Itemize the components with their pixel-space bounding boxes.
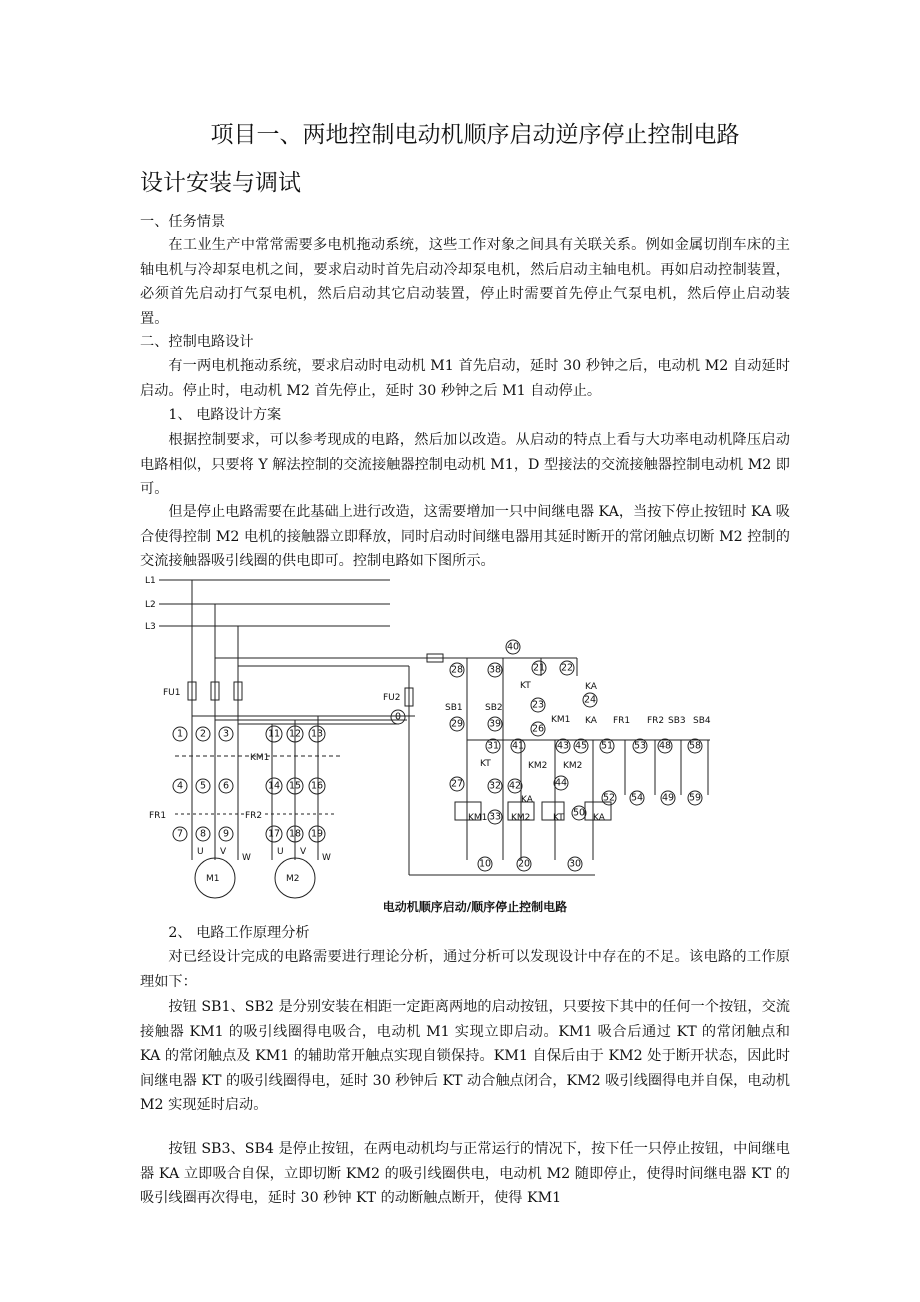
node: 32 <box>488 780 502 792</box>
node: 23 <box>531 699 545 711</box>
node: 24 <box>583 694 597 706</box>
node: 45 <box>574 740 588 752</box>
line-label-l3: L3 <box>145 622 156 632</box>
relay-label-fr2: FR2 <box>245 811 263 821</box>
label-km2: KM2 <box>528 761 548 771</box>
node: 1 <box>176 728 184 740</box>
line-label-l1: L1 <box>145 576 156 586</box>
label-sb4: SB4 <box>693 716 711 726</box>
m1-node-labels <box>173 727 233 841</box>
node: 39 <box>488 718 502 730</box>
control-circuit <box>215 654 710 875</box>
phase-u-m2: U <box>277 847 284 857</box>
node: 19 <box>310 828 324 840</box>
label-sb2: SB2 <box>485 703 503 713</box>
section1-paragraph: 在工业生产中常常需要多电机拖动系统，这些工作对象之间具有关联关系。例如金属切削车床的主轴电机与冷却泵电机之间，要求启动时首先启动冷却泵电机，然后启动主轴电机。再如启动控制装置，必须首先启动打气泵电机，然后启动其它启动装置，停止时需要首先停止气泵电机，然后停止启动装置。 <box>140 237 790 327</box>
node: 18 <box>288 828 302 840</box>
node: 15 <box>288 780 302 792</box>
phase-u-m1: U <box>197 847 204 857</box>
node: 28 <box>450 664 464 676</box>
fuse-label-fu1: FU1 <box>163 688 181 698</box>
label-kt: KT <box>520 681 531 691</box>
section2-paragraph-stop-principle: 按钮 SB3、SB4 是停止按钮，在两电动机均与正常运行的情况下，按下任一只停止按钮，中间继电器 KA 立即吸合自保，立即切断 KM2 的吸引线圈供电，电动机 M2 随即停止，使得时间继电器 KT 的吸引线圈再次得电，延时 30 秒钟 KT 的动断触点断开，使得 KM1 <box>140 1141 790 1207</box>
doc-title-line1: 项目一、两地控制电动机顺序启动逆序停止控制电路 <box>210 122 740 148</box>
node: 43 <box>556 740 570 752</box>
label-kt2: KT <box>480 759 491 769</box>
node: 7 <box>176 828 184 840</box>
coil-label-kt: KT <box>553 813 564 823</box>
section2-paragraph-start-principle: 按钮 SB1、SB2 是分别安装在相距一定距离两地的启动按钮，只要按下其中的任何一个按钮，交流接触器 KM1 的吸引线圈得电吸合，电动机 M1 实现立即启动。KM1 吸合后通过 KT 的常闭触点和 KA 的常闭触点及 KM1 的辅助常开触点实现自锁保持。KM1 自保后由于 KM2 处于断开状态，因此时间继电器 KT 的吸引线圈得电，延时 30 秒钟后 KT 动合触点闭合，KM2 吸引线圈得电并自保，电动机 M2 实现延时启动。 <box>140 999 790 1114</box>
section1-heading: 一、任务情景 <box>140 214 226 230</box>
fuse-label-fu2: FU2 <box>383 693 401 703</box>
coil-label-km1: KM1 <box>468 813 488 823</box>
section2-heading: 二、控制电路设计 <box>140 334 254 350</box>
node: 41 <box>511 740 525 752</box>
subsection-principle: 2、 电路工作原理分析 <box>168 925 310 941</box>
node: 4 <box>176 780 184 792</box>
node: 11 <box>267 728 281 740</box>
motor-label-m1: M1 <box>206 874 220 884</box>
motor-label-m2: M2 <box>286 874 300 884</box>
subsection-design-plan: 1、 电路设计方案 <box>168 407 282 423</box>
section2-paragraph-stop: 但是停止电路需要在此基础上进行改造，这需要增加一只中间继电器 KA，当按下停止按钮时 KA 吸合使得控制 M2 电机的接触器立即释放，同时启动时间继电器用其延时断开的常闭触点切断 M2 控制的交流接触器吸引线圈的供电即可。控制电路如下图所示。 <box>140 504 790 570</box>
node: 51 <box>600 740 614 752</box>
coil-label-ka: KA <box>593 813 605 823</box>
node: 48 <box>658 740 672 752</box>
node: 20 <box>517 858 531 870</box>
label-ka2: KA <box>585 716 597 726</box>
label-fr1: FR1 <box>613 716 631 726</box>
node: 5 <box>199 780 207 792</box>
label-km1: KM1 <box>551 715 571 725</box>
node: 42 <box>508 780 522 792</box>
node: 52 <box>602 792 616 804</box>
node: 44 <box>554 777 568 789</box>
label-ka3: KA <box>521 795 533 805</box>
node: 21 <box>532 662 546 674</box>
power-lines <box>145 576 390 632</box>
figure-caption: 电动机顺序启动/顺序停止控制电路 <box>382 900 568 914</box>
circuit-diagram <box>135 570 735 900</box>
node: 30 <box>568 858 582 870</box>
doc-title-line2: 设计安装与调试 <box>140 170 301 196</box>
phase-v-m1: V <box>220 847 227 857</box>
node: 50 <box>572 807 586 819</box>
label-ka: KA <box>585 682 597 692</box>
node: 17 <box>267 828 281 840</box>
phase-w-m1: W <box>242 853 251 863</box>
node: 13 <box>310 728 324 740</box>
label-fr2: FR2 <box>647 716 665 726</box>
node: 54 <box>630 792 644 804</box>
node: 49 <box>661 792 675 804</box>
phase-w-m2: W <box>322 853 331 863</box>
section2-paragraph-analysis: 对已经设计完成的电路需要进行理论分析，通过分析可以发现设计中存在的不足。该电路的工作原理如下： <box>140 949 790 990</box>
section2-paragraph-plan: 根据控制要求，可以参考现成的电路，然后加以改造。从启动的特点上看与大功率电动机降压启动电路相似，只要将 Y 解法控制的交流接触器控制电动机 M1，D 型接法的交流接触器控制电动机 M2 即可。 <box>140 432 790 498</box>
node: 38 <box>488 664 502 676</box>
control-node-labels <box>450 640 702 871</box>
relay-label-fr1: FR1 <box>149 811 167 821</box>
node: 12 <box>288 728 302 740</box>
m2-branch <box>245 716 335 898</box>
node: 58 <box>688 740 702 752</box>
node: 14 <box>267 780 281 792</box>
section2-paragraph-requirements: 有一两电机拖动系统，要求启动时电动机 M1 首先启动，延时 30 秒钟之后，电动机 M2 自动延时启动。停止时，电动机 M2 首先停止，延时 30 秒钟之后 M1 自动停止。 <box>140 358 790 399</box>
node: 8 <box>199 828 207 840</box>
node: 2 <box>199 728 207 740</box>
line-label-l2: L2 <box>145 600 156 610</box>
coil-label-km2: KM2 <box>511 813 531 823</box>
label-km2b: KM2 <box>563 761 583 771</box>
node: 10 <box>478 858 492 870</box>
node: 3 <box>222 728 230 740</box>
contactor-label-km1: KM1 <box>250 753 270 763</box>
node: 26 <box>531 723 545 735</box>
label-sb1: SB1 <box>445 703 463 713</box>
node: 29 <box>450 718 464 730</box>
node: 9 <box>222 828 230 840</box>
node: 33 <box>488 811 502 823</box>
node: 31 <box>486 740 500 752</box>
label-sb3: SB3 <box>668 716 686 726</box>
phase-v-m2: V <box>300 847 307 857</box>
node: 0 <box>394 711 402 723</box>
node: 59 <box>688 792 702 804</box>
node: 27 <box>450 778 464 790</box>
node: 22 <box>560 662 574 674</box>
node: 53 <box>633 740 647 752</box>
node: 16 <box>310 780 324 792</box>
node: 6 <box>222 780 230 792</box>
node: 40 <box>506 641 520 653</box>
